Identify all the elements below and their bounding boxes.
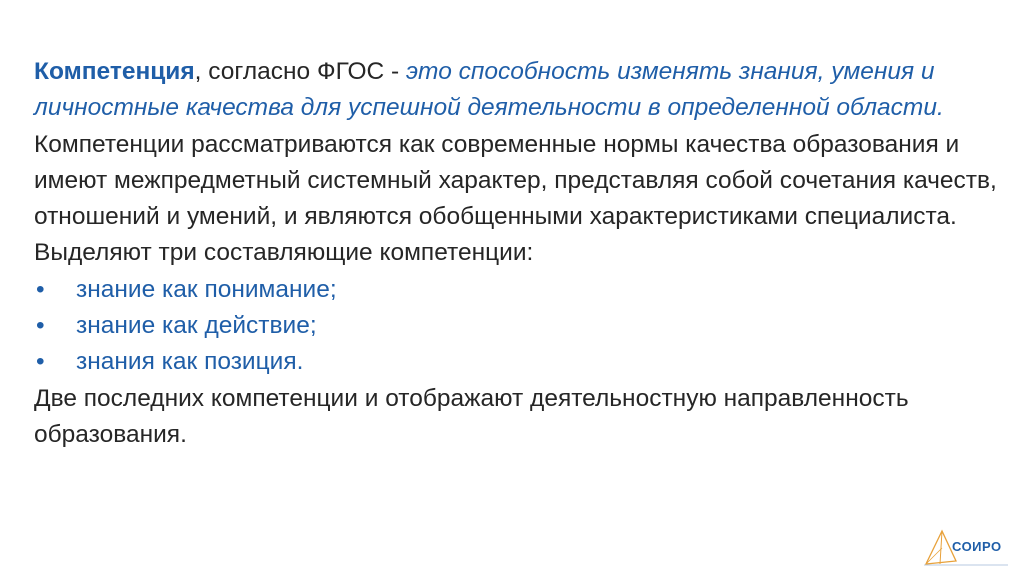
soiro-logo [920, 528, 1010, 566]
slide-content [34, 54, 1014, 453]
components-intro: Выделяют три составляющие компетенции: [34, 239, 534, 267]
list-item-text: знание как действие; [76, 312, 317, 340]
logo-text: СОИРО [952, 539, 1002, 554]
definition-text: это способность изменять знания, умения и личностные качества для успешной деятельности в определенной области. [34, 58, 944, 122]
list-item [34, 308, 1014, 344]
bullet-icon: • [36, 275, 45, 303]
components-list [34, 272, 1014, 381]
list-item-text: знание как понимание; [76, 275, 337, 303]
norms-paragraph: Компетенции рассматриваются как современные нормы качества образования и имеют межпредметный системный характер, представляя собой сочетания качеств, отношений и умений, и являются обобщенными характеристиками специалиста. [34, 130, 997, 231]
bullet-icon: • [36, 348, 45, 376]
conclusion-paragraph: Две последних компетенции и отображают деятельностную направленность образования. [34, 384, 909, 448]
list-item [34, 344, 1014, 380]
list-item [34, 272, 1014, 308]
bullet-icon: • [36, 312, 45, 340]
list-item-text: знания как позиция. [76, 348, 304, 376]
definition-paragraph [34, 54, 1014, 127]
definition-source: , согласно ФГОС - [194, 58, 407, 85]
definition-term: Компетенция [34, 58, 195, 85]
